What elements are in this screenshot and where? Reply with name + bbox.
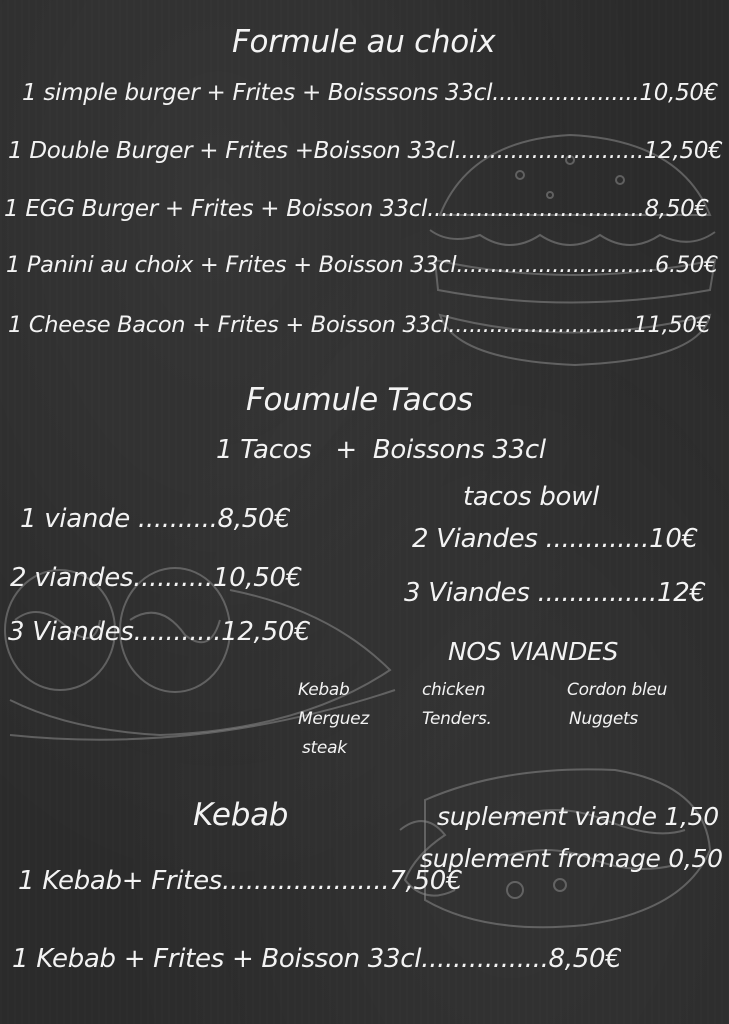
tacos-title: Foumule Tacos [246, 382, 473, 418]
nos-viandes-title: NOS VIANDES [448, 637, 619, 666]
tacos-2-viandes: 2 viandes..........10,50€ [10, 563, 302, 593]
formule-item-panini: 1 Panini au choix + Frites + Boisson 33cl.............................6.50€ [6, 252, 718, 278]
viande-tenders: Tenders. [422, 709, 492, 729]
viande-cordon-bleu: Cordon bleu [567, 680, 668, 700]
kebab-title: Kebab [193, 797, 289, 833]
kebab-item-frites: 1 Kebab+ Frites.....................7,50€ [18, 866, 463, 896]
tacos-bowl-3-viandes: 3 Viandes ...............12€ [404, 578, 706, 608]
supplement-viande: suplement viande 1,50 [437, 802, 719, 831]
formule-item-simple-burger: 1 simple burger + Frites + Boisssons 33cl.....................10,50€ [22, 80, 719, 106]
viande-kebab: Kebab [298, 680, 350, 700]
viande-merguez: Merguez [298, 709, 369, 729]
formule-item-double-burger: 1 Double Burger + Frites +Boisson 33cl...........................12,50€ [8, 138, 723, 164]
tacos-3-viandes: 3 Viandes...........12,50€ [8, 617, 311, 647]
formule-item-egg-burger: 1 EGG Burger + Frites + Boisson 33cl...............................8,50€ [4, 196, 709, 222]
viande-nuggets: Nuggets [569, 709, 638, 729]
tacos-subtitle: 1 Tacos + Boissons 33cl [216, 435, 546, 465]
viande-chicken: chicken [422, 680, 486, 700]
tacos-bowl-title: tacos bowl [463, 482, 600, 512]
supplement-fromage: suplement fromage 0,50 [420, 844, 723, 873]
tacos-1-viande: 1 viande ..........8,50€ [20, 504, 291, 534]
kebab-item-frites-boisson: 1 Kebab + Frites + Boisson 33cl................8,50€ [12, 944, 622, 974]
formule-item-cheese-bacon: 1 Cheese Bacon + Frites + Boisson 33cl...........................11,50€ [8, 312, 711, 338]
viande-steak: steak [302, 738, 347, 758]
tacos-bowl-2-viandes: 2 Viandes .............10€ [412, 524, 698, 554]
formule-title: Formule au choix [232, 24, 496, 60]
